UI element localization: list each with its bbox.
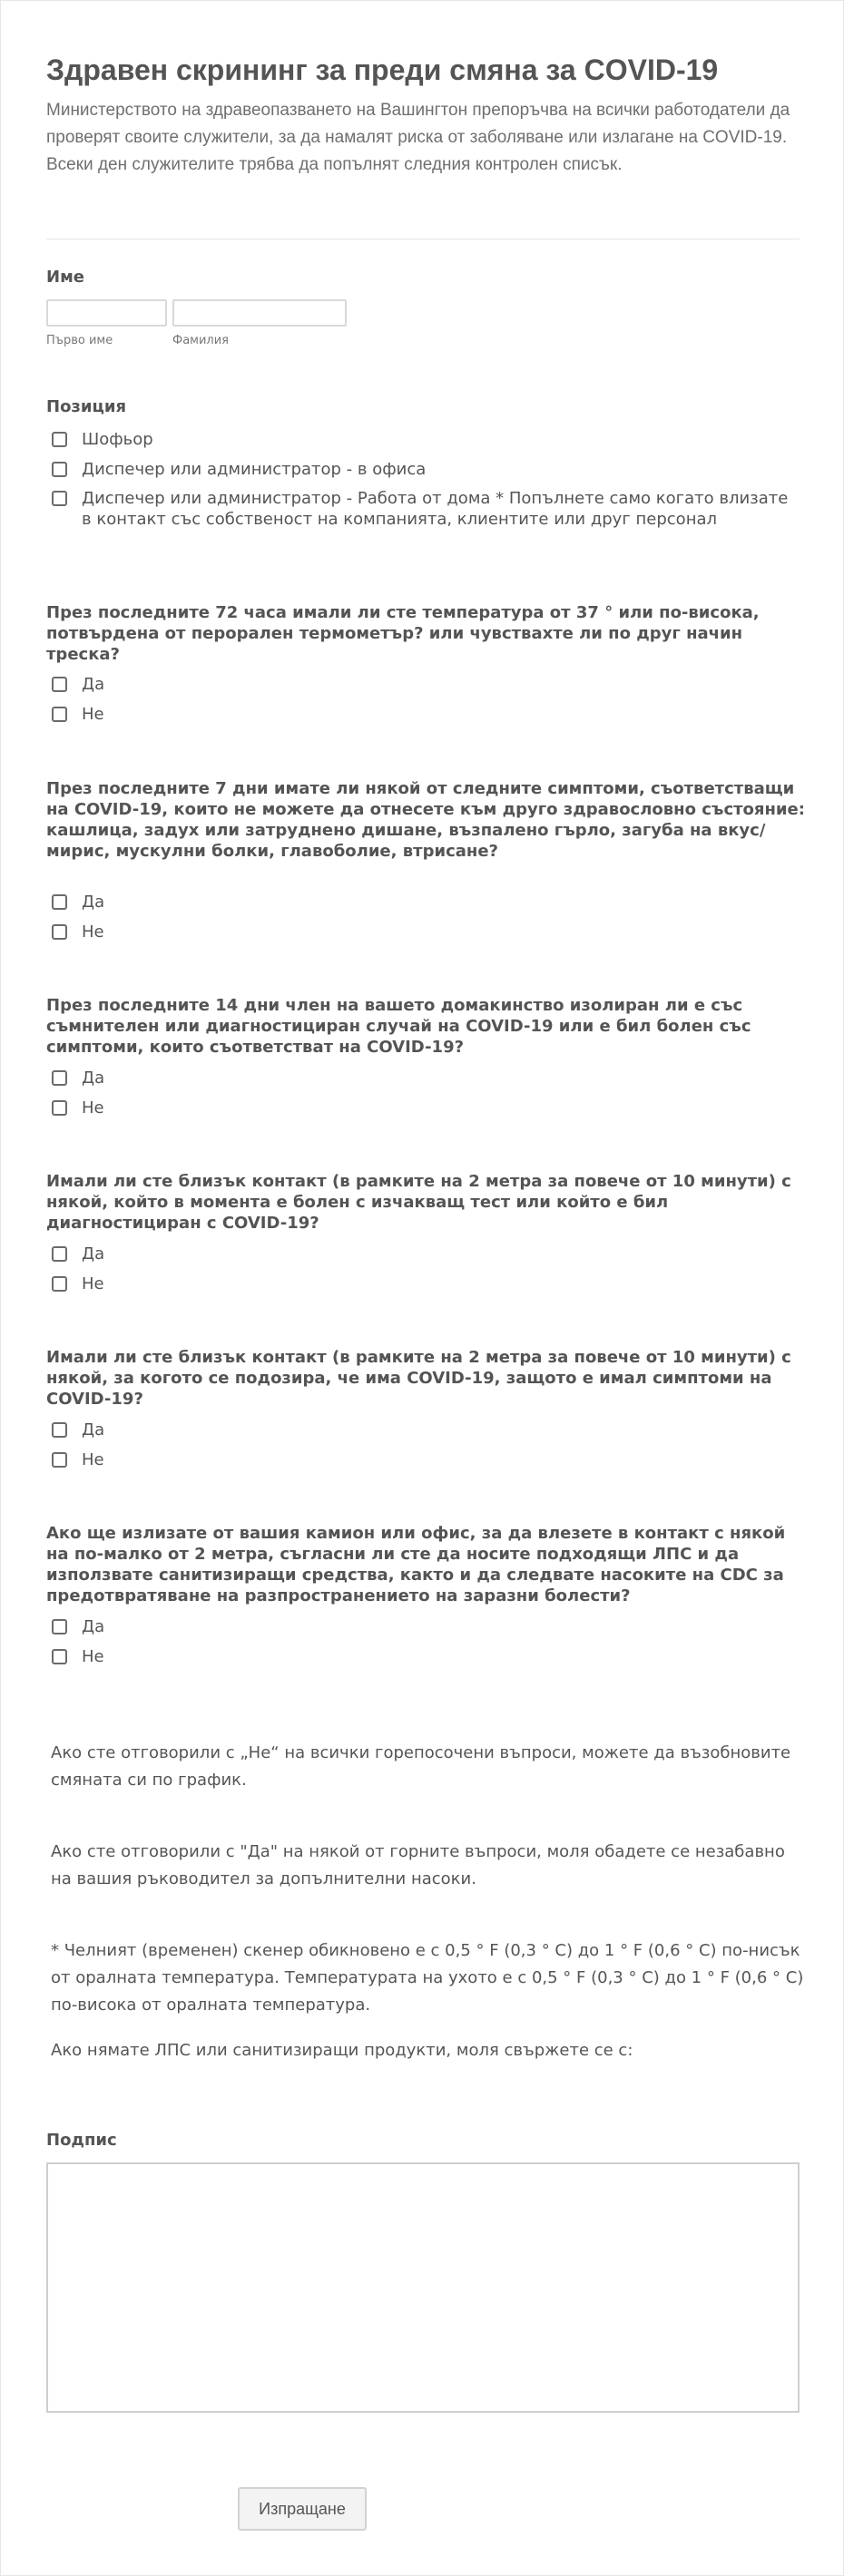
question-ppe-label: Ако ще излизате от вашия камион или офис, за да влезете в контакт с някой на по-малко от 2 метра, съгласни ли сте да носите подходящи ЛПС и да използвате санитизиращи средства, както и да следвате насоките на CDC за предотвратяване на разпространението на заразни болести? (46, 1524, 786, 1605)
question-fever-label: През последните 72 часа имали ли сте температура от 37 ° или по-висока, потвърдена от перорален термометър? или чувствахте ли по друг начин треска? (46, 603, 760, 664)
form-description: Министерството на здравеопазването на Вашингтон препоръчва на всички работодатели да проверят своите служители, за да намалят риска от заболяване или излагане на COVID-19. Всеки ден служителите трябва да попълнят следния контролен списък. (46, 101, 790, 174)
question-contact-ill-option-no[interactable] (52, 1273, 799, 1295)
signature-label: Подпис (46, 2131, 117, 2150)
position-option-driver[interactable] (52, 429, 799, 451)
option-label: Да (82, 1617, 105, 1636)
option-label: Не (82, 922, 104, 942)
checkbox[interactable] (52, 1452, 67, 1468)
checkbox[interactable] (52, 707, 67, 722)
last-name-sublabel: Фамилия (172, 334, 229, 347)
option-label: Да (82, 1420, 105, 1439)
form-title: Здравен скрининг за преди смяна за COVID-19 (46, 54, 719, 86)
option-label: Не (82, 705, 104, 724)
checkbox[interactable] (52, 1619, 67, 1634)
question-household-option-no[interactable] (52, 1098, 799, 1119)
question-household-label: През последните 14 дни член на вашето домакинство изолиран ли е със съмнителен или диагностициран случай на COVID-19 или е бил болен със симптоми, които съответстват на COVID-19? (46, 996, 751, 1057)
option-label: Да (82, 1068, 105, 1088)
option-label: Диспечер или администратор - в офиса (82, 460, 427, 479)
first-name-input[interactable] (46, 299, 167, 327)
question-contact-suspected-option-no[interactable] (52, 1449, 799, 1471)
question-contact-ill-option-yes[interactable] (52, 1244, 799, 1265)
option-label: Не (82, 1274, 104, 1293)
option-label: Не (82, 1098, 104, 1117)
option-label: Диспечер или администратор - Работа от дома * Попълнете само когато влизате в контакт със собственост на компанията, клиентите или друг персонал (82, 489, 789, 529)
position-label: Позиция (46, 397, 127, 416)
checkbox[interactable] (52, 1422, 67, 1438)
checkbox[interactable] (52, 1100, 67, 1116)
checkbox[interactable] (52, 677, 67, 692)
checkbox[interactable] (52, 1070, 67, 1086)
position-option-remote[interactable] (52, 488, 799, 529)
info-paragraph-ppe-contact: Ако нямате ЛПС или санитизиращи продукти, моля свържете се с: (51, 2041, 633, 2060)
info-paragraph-temperature: * Челният (временен) скенер обикновено е с 0,5 ° F (0,3 ° C) до 1 ° F (0,6 ° C) по-нисък от оралната температура. Температурата на ухото е с 0,5 ° F (0,3 ° C) до 1 ° F (0,6 ° C) по-висока от оралната температура. (51, 1941, 804, 2015)
question-household-option-yes[interactable] (52, 1068, 799, 1089)
checkbox[interactable] (52, 462, 67, 477)
question-symptoms-option-no[interactable] (52, 922, 799, 943)
option-label: Да (82, 1244, 105, 1264)
question-ppe-option-yes[interactable] (52, 1616, 799, 1638)
first-name-sublabel: Първо име (46, 334, 113, 347)
question-contact-suspected-option-yes[interactable] (52, 1420, 799, 1441)
option-label: Не (82, 1450, 104, 1469)
last-name-input[interactable] (172, 299, 347, 327)
question-symptoms-option-yes[interactable] (52, 892, 799, 913)
checkbox[interactable] (52, 924, 67, 940)
question-symptoms-label: През последните 7 дни имате ли някой от следните симптоми, съответстващи на COVID-19, които не можете да отнесете към друго здравословно състояние: кашлица, задух или затруднено дишане, възпалено гърло, загуба на вкус/мирис, мускулни болки, главоболие, втрисане? (46, 779, 805, 861)
option-label: Шофьор (82, 430, 153, 449)
signature-pad[interactable] (46, 2162, 800, 2413)
option-label: Да (82, 675, 105, 694)
info-paragraph-yes: Ако сте отговорили с "Да" на някой от горните въпроси, моля обадете се незабавно на вашия ръководител за допълнителни насоки. (51, 1842, 785, 1888)
question-fever-option-no[interactable] (52, 704, 799, 726)
position-option-office[interactable] (52, 459, 799, 481)
submit-button[interactable]: Изпращане (238, 2487, 367, 2531)
checkbox[interactable] (52, 894, 67, 910)
checkbox[interactable] (52, 491, 67, 506)
option-label: Да (82, 893, 105, 912)
question-contact-suspected-label: Имали ли сте близък контакт (в рамките на 2 метра за повече от 10 минути) с някой, за когото се подозира, че има COVID-19, защото е имал симптоми на COVID-19? (46, 1348, 791, 1409)
checkbox[interactable] (52, 1246, 67, 1262)
info-paragraph-no: Ако сте отговорили с „Не“ на всички горепосочени въпроси, можете да възобновите смяната си по график. (51, 1743, 791, 1790)
question-fever-option-yes[interactable] (52, 674, 799, 696)
option-label: Не (82, 1647, 104, 1666)
question-contact-ill-label: Имали ли сте близък контакт (в рамките на 2 метра за повече от 10 минути) с някой, който в момента е болен с изчакващ тест или който е бил диагностициран с COVID-19? (46, 1172, 791, 1233)
question-ppe-option-no[interactable] (52, 1646, 799, 1668)
checkbox[interactable] (52, 432, 67, 447)
name-label: Име (46, 268, 84, 287)
checkbox[interactable] (52, 1276, 67, 1292)
checkbox[interactable] (52, 1649, 67, 1664)
